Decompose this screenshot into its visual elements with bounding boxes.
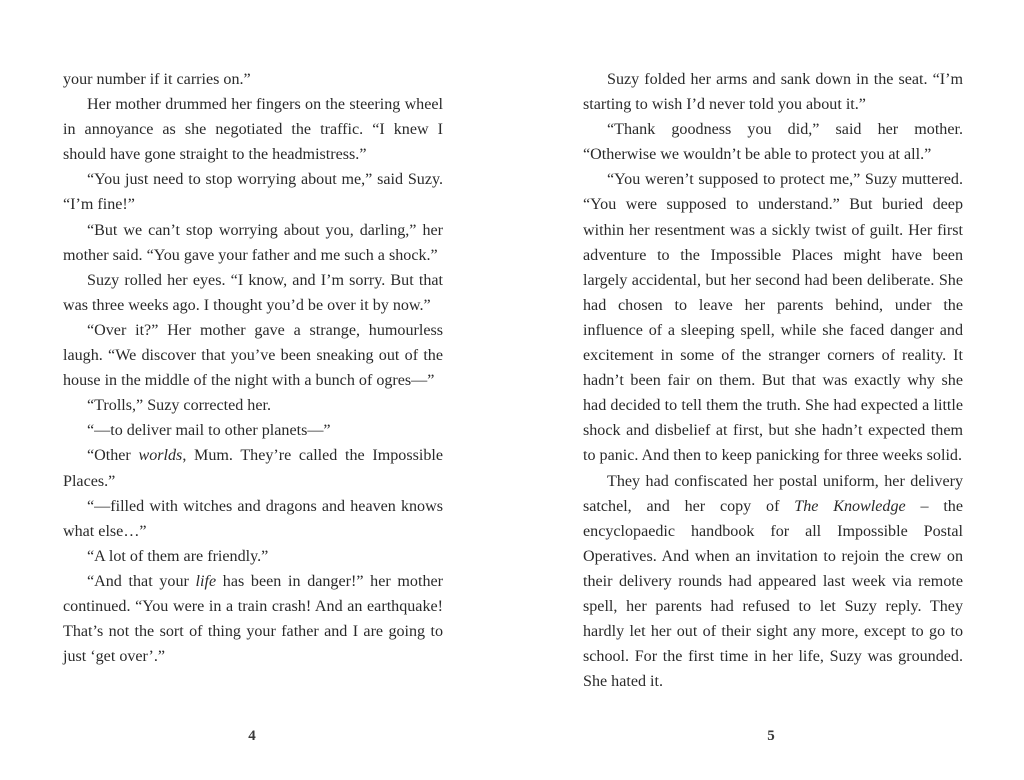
paragraph bbox=[583, 67, 963, 117]
right-page-text bbox=[583, 67, 963, 694]
paragraph bbox=[583, 469, 963, 695]
text-run: They had confiscated her postal uniform, her delivery satchel, and her copy of bbox=[583, 472, 963, 515]
text-run: – the encyclopaedic handbook for all Impossible Postal Operatives. And when an invitation to rejoin the crew on their delivery rounds had appeared last week via remote spell, her parents had refused to let Suzy reply. They hardly let her out of their sight any more, except to go to school. For the first time in her life, Suzy was grounded. She hated it. bbox=[583, 497, 963, 691]
paragraph bbox=[583, 167, 963, 468]
paragraph bbox=[583, 117, 963, 167]
text-run: Her mother drummed her fingers on the steering wheel in annoyance as she negotiated the traffic. “I knew I should have gone straight to the headmistress.” bbox=[63, 96, 443, 164]
paragraph bbox=[63, 443, 443, 493]
text-run: “But we can’t stop worrying about you, darling,” her mother said. “You gave your father and me such a shock.” bbox=[63, 221, 443, 264]
text-run: “And that your bbox=[87, 572, 196, 590]
paragraph bbox=[63, 67, 443, 92]
paragraph bbox=[63, 268, 443, 318]
paragraph bbox=[63, 569, 443, 669]
text-run: “Other bbox=[87, 447, 139, 465]
text-run: your number if it carries on.” bbox=[63, 71, 251, 88]
paragraph bbox=[63, 494, 443, 544]
text-run: “You just need to stop worrying about me,” said Suzy. “I’m fine!” bbox=[63, 171, 443, 214]
text-run: “Over it?” Her mother gave a strange, humourless laugh. “We discover that you’ve been sneaking out of the house in the middle of the night with a bunch of ogres—” bbox=[63, 321, 443, 390]
italic-text: worlds bbox=[138, 447, 183, 465]
text-run: “—to deliver mail to other planets—” bbox=[87, 422, 331, 440]
paragraph bbox=[63, 318, 443, 393]
text-run: has been in danger!” her mother continued. “You were in a train crash! And an earthquake! That’s not the sort of thing your father and I are going to just ‘get over’.” bbox=[63, 572, 443, 666]
paragraph bbox=[63, 92, 443, 167]
right-page bbox=[583, 67, 963, 694]
left-page bbox=[63, 67, 443, 669]
text-run: “—filled with witches and dragons and heaven knows what else…” bbox=[63, 497, 443, 540]
paragraph bbox=[63, 167, 443, 217]
text-run: “Trolls,” Suzy corrected her. bbox=[87, 397, 271, 415]
paragraph bbox=[63, 218, 443, 268]
paragraph bbox=[63, 393, 443, 418]
right-page-number: 5 bbox=[767, 728, 775, 744]
text-run: , Mum. They’re called the Impossible Places.” bbox=[63, 447, 444, 490]
text-run: Suzy folded her arms and sank down in the seat. “I’m starting to wish I’d never told you about it.” bbox=[583, 71, 963, 114]
italic-text: The Knowledge bbox=[794, 497, 906, 515]
paragraph bbox=[63, 418, 443, 443]
paragraph bbox=[63, 544, 443, 569]
italic-text: life bbox=[195, 572, 217, 590]
text-run: “Thank goodness you did,” said her mother. “Otherwise we wouldn’t be able to protect you at all.” bbox=[583, 121, 963, 164]
left-page-text bbox=[63, 67, 443, 669]
text-run: “You weren’t supposed to protect me,” Suzy muttered. “You were supposed to understand.” But buried deep within her resentment was a sickly twist of guilt. Her first adventure to the Impossible Places might have been largely accidental, but her second had been deliberate. She had chosen to leave her parents behind, under the influence of a sleeping spell, while she faced danger and excitement in some of the stranger corners of reality. It hadn’t been fair on them. But that was exactly why she had decided to tell them the truth. She had expected a little shock and disbelief at first, but she hadn’t expected them to panic. And then to keep panicking for three weeks solid. bbox=[583, 171, 963, 465]
text-run: “A lot of them are friendly.” bbox=[87, 547, 269, 565]
text-run: Suzy rolled her eyes. “I know, and I’m sorry. But that was three weeks ago. I thought you’d be over it by now.” bbox=[63, 271, 443, 314]
left-page-number: 4 bbox=[248, 728, 256, 744]
